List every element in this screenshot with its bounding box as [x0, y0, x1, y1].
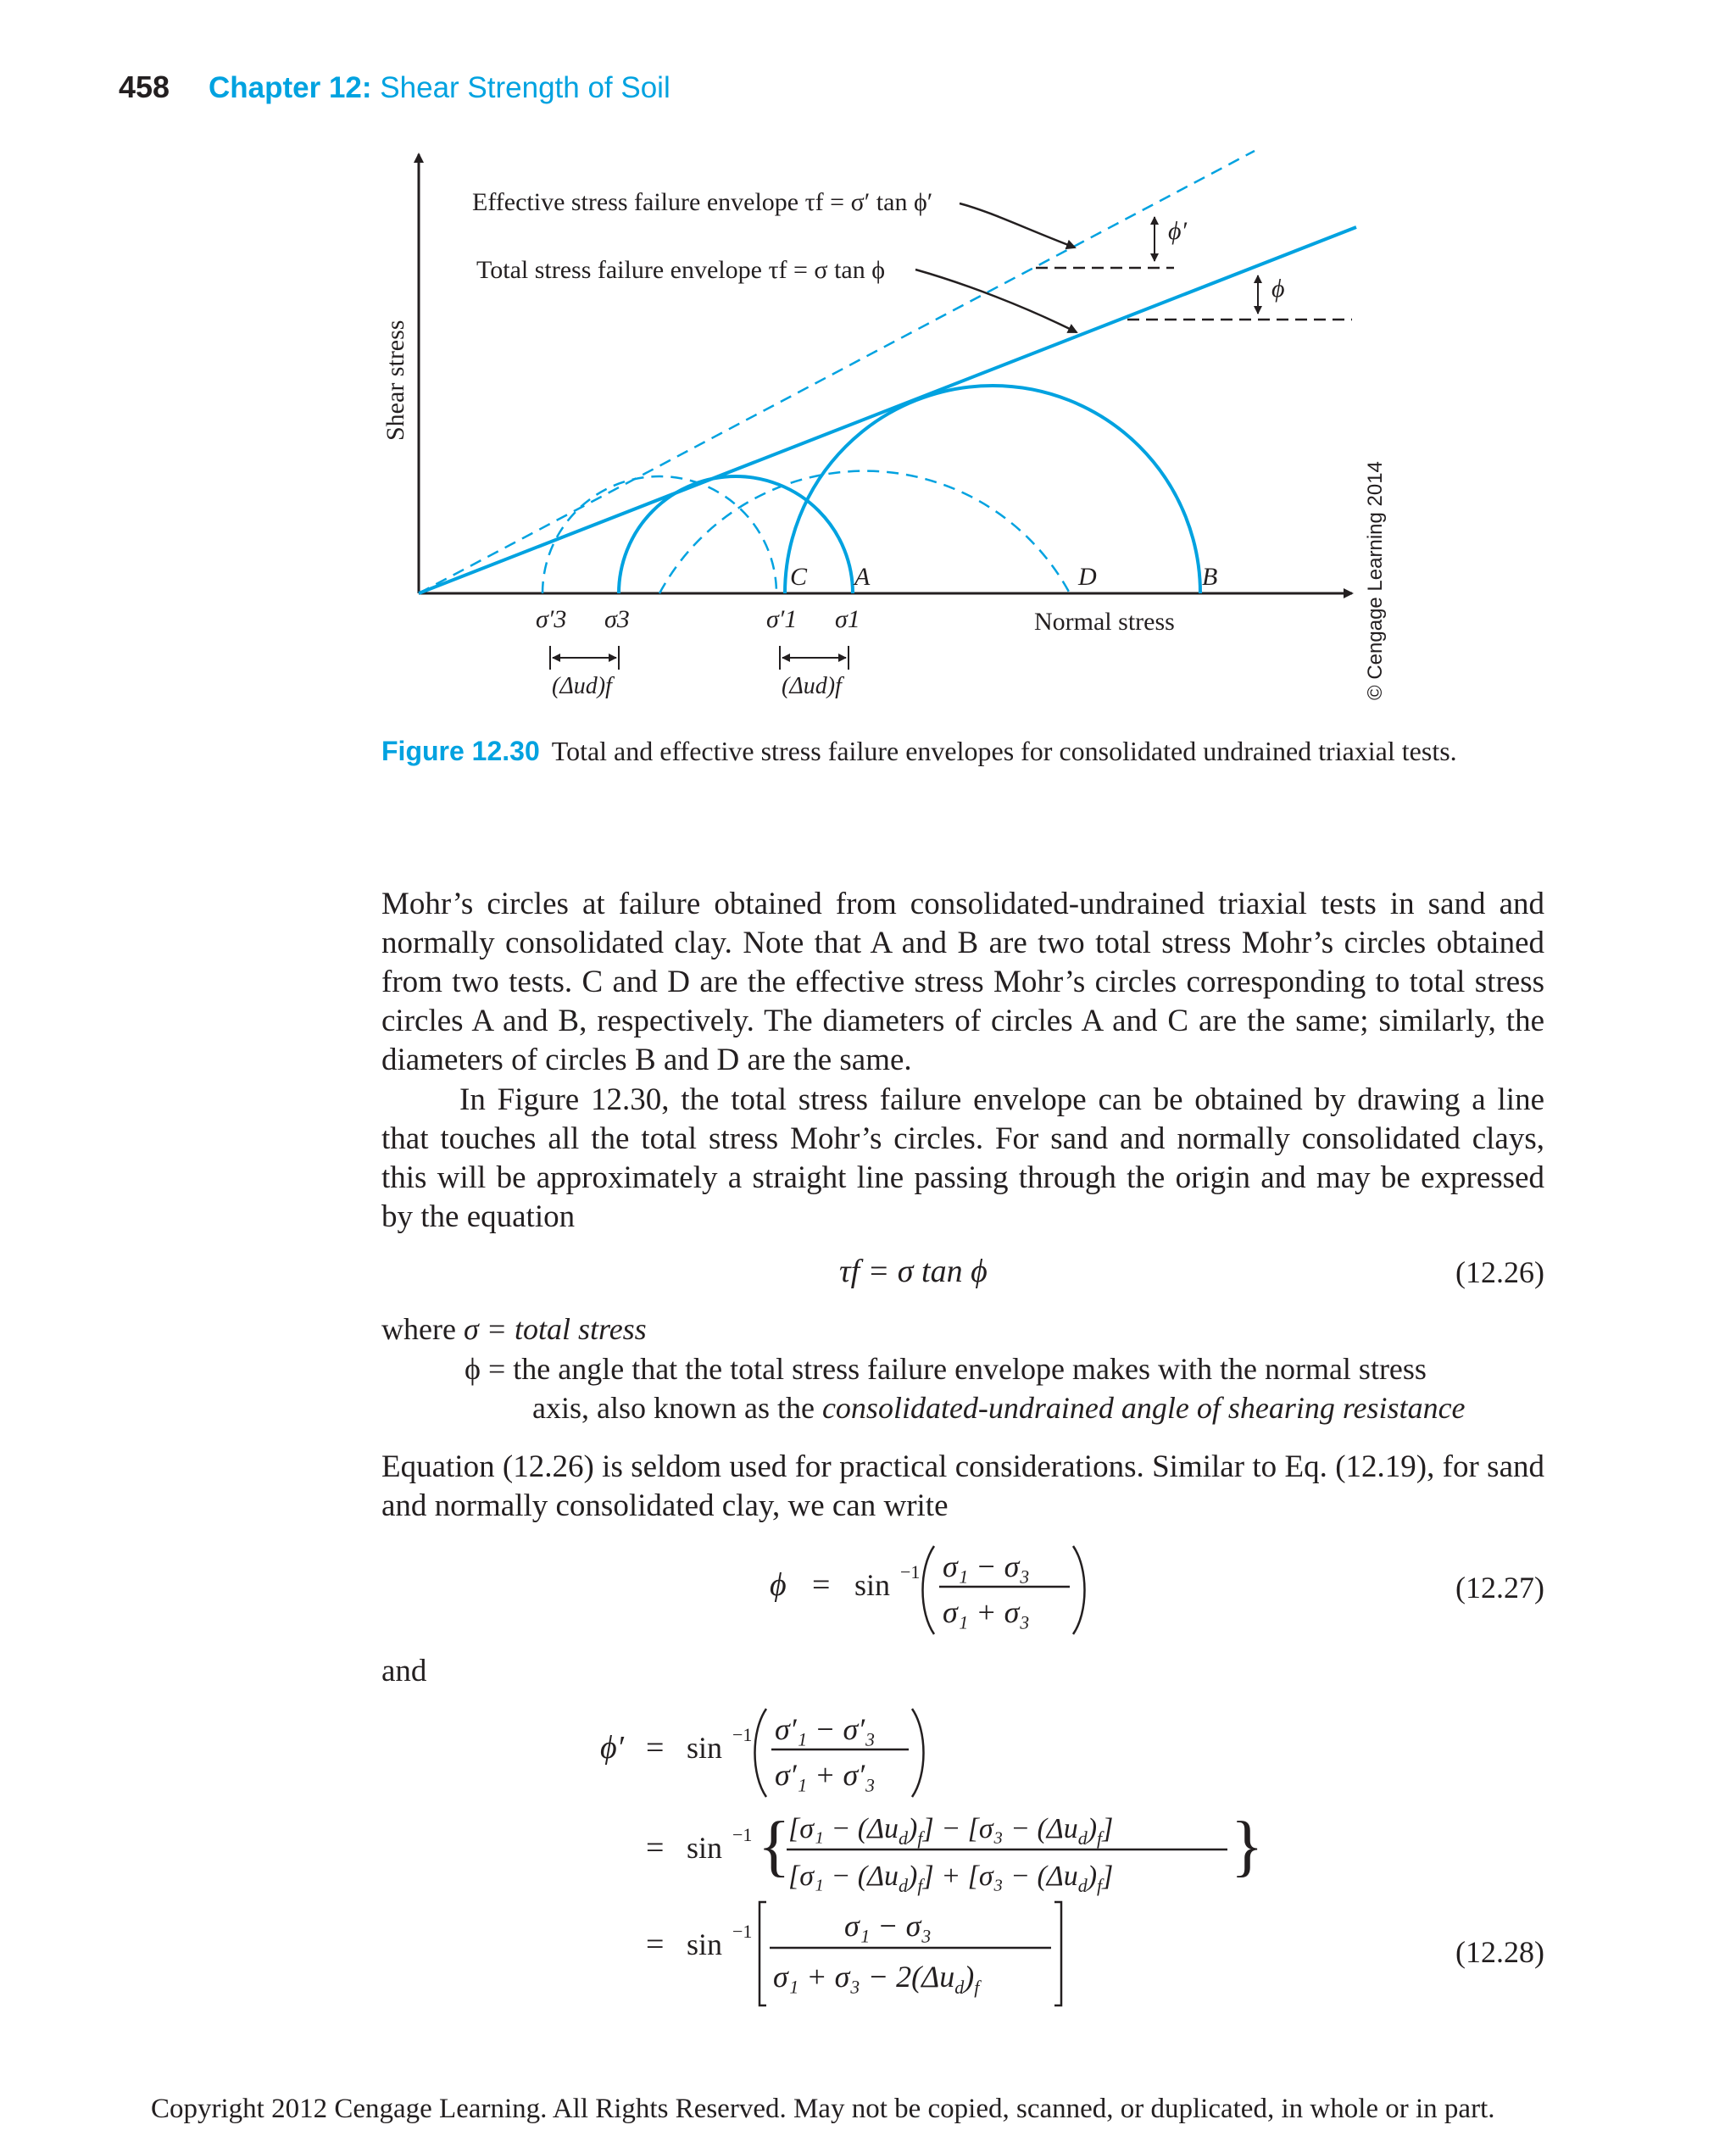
figure-label: Figure 12.30: [381, 736, 540, 766]
svg-text:=: =: [812, 1567, 831, 1603]
equation-number-12-28: (12.28): [1455, 1935, 1544, 1969]
where-label: where: [381, 1312, 456, 1346]
where-phi-term: consolidated-undrained angle of shearing resistance: [821, 1391, 1466, 1425]
page-number: 458: [119, 70, 170, 104]
y-axis-label: Shear stress: [381, 320, 409, 441]
delta-u-left: [550, 646, 619, 670]
svg-text:[σ₁ − (Δud)f] − [σ₃ − (Δud)f]: $[\sigma_1 - (\Delta u_d)_f] - [\sigma_3 - (\Delta u_d)_f]$: [788, 1813, 1114, 1849]
sigma1-prime-label: σ′1: [766, 605, 798, 633]
delta-u-right-label: (Δud)f: [782, 673, 842, 699]
equation-number-12-27: (12.27): [1455, 1571, 1544, 1605]
svg-text:σ′₁ + σ′₃: σ′₁ + σ′₃: [775, 1758, 876, 1792]
svg-text:−1: −1: [732, 1824, 753, 1845]
svg-text:=: =: [646, 1730, 665, 1766]
svg-text:ϕ: ϕ: [770, 1567, 787, 1603]
total-envelope-label: Total stress failure envelope τf = σ tan ϕ: [476, 256, 886, 284]
figure-caption: [381, 736, 1457, 767]
svg-text:sin: sin: [854, 1568, 891, 1602]
svg-text:{: {: [758, 1809, 791, 1883]
svg-text:[σ₁ − (Δud)f] + [σ₃ − (Δud)f]: $[\sigma_1 - (\Delta u_d)_f] + [\sigma_3 - (\Delta u_d)_f]$: [788, 1861, 1114, 1896]
svg-text:σ′₁ − σ′₃: σ′₁ − σ′₃: [775, 1712, 876, 1746]
svg-text:σ₁ − σ₃: σ₁ − σ₃: [943, 1549, 1030, 1583]
label-a: A: [854, 563, 871, 591]
figure-credit: © Cengage Learning 2014: [1364, 461, 1387, 700]
svg-text:}: }: [1231, 1809, 1264, 1883]
svg-text:σ₁ + σ₃ − 2(Δud)f: $\sigma_1 + \sigma_3 - 2(\Delta u_d)_f$: [773, 1960, 980, 1998]
effective-envelope: [419, 151, 1255, 593]
where-sigma-def: σ = total stress: [463, 1312, 647, 1346]
paragraph-2: In Figure 12.30, the total stress failure envelope can be obtained by drawing a line that touches all the total stress Mohr’s circles. For sand and normally consolidated clays, this will be approximately a straight line passing through the origin and may be expressed by the equation: [381, 1082, 1544, 1234]
total-leader: [915, 270, 1077, 332]
svg-text:sin: sin: [687, 1731, 723, 1765]
chapter-title: Shear Strength of Soil: [380, 71, 670, 104]
svg-text:−1: −1: [732, 1724, 753, 1745]
and-label: and: [381, 1654, 427, 1688]
sigma3-prime-label: σ′3: [536, 605, 567, 633]
chapter-label: Chapter 12:: [209, 71, 372, 104]
sigma1-label: σ1: [835, 605, 860, 633]
where-phi-prefix: axis, also known as the: [532, 1391, 822, 1425]
svg-text:=: =: [646, 1927, 665, 1962]
svg-text:−1: −1: [900, 1561, 921, 1582]
paragraph-1: Mohr’s circles at failure obtained from consolidated-undrained triaxial tests in sand and normally consolidated clay. Note that A and B are two total stress Mohr’s circles obtained from two tests. C and D are the effective stress Mohr’s circles corresponding to total stress circles A and B, respectively. The diameters of circles A and C are the same; similarly, the diameters of circles B and D are the same.: [381, 887, 1544, 1077]
copyright-footer: Copyright 2012 Cengage Learning. All Rights Reserved. May not be copied, scanned, or duplicated, in whole or in part.: [151, 2094, 1495, 2124]
paragraph-3: Equation (12.26) is seldom used for practical considerations. Similar to Eq. (12.19), for sand and normally consolidated clay, we can write: [381, 1449, 1544, 1523]
where-sigma: [381, 1311, 647, 1347]
sigma3-label: σ3: [604, 605, 630, 633]
equation-12-26: τf = σ tan ϕ: [839, 1254, 988, 1289]
equation-number-12-26: (12.26): [1455, 1255, 1544, 1289]
label-d: D: [1078, 563, 1097, 591]
delta-u-right: [780, 646, 849, 670]
svg-text:ϕ′: ϕ′: [600, 1730, 624, 1766]
svg-text:sin: sin: [687, 1927, 723, 1961]
phi-prime-label: ϕ′: [1168, 217, 1188, 245]
svg-text:−1: −1: [732, 1921, 753, 1942]
svg-text:σ₁ − σ₃: σ₁ − σ₃: [844, 1909, 932, 1943]
svg-text:=: =: [646, 1830, 665, 1866]
equation-12-28: [593, 1695, 1271, 2017]
svg-text:σ₁ + σ₃: σ₁ + σ₃: [943, 1595, 1030, 1629]
svg-text:sin: sin: [687, 1831, 723, 1865]
delta-u-left-label: (Δud)f: [552, 673, 612, 699]
mohr-circle-figure: [0, 0, 1736, 746]
phi-label: ϕ: [1271, 275, 1285, 303]
where-phi-line-1: ϕ = the angle that the total stress failure envelope makes with the normal stress: [465, 1352, 1427, 1386]
label-b: B: [1202, 563, 1218, 591]
label-c: C: [790, 563, 808, 591]
effective-leader: [960, 203, 1075, 248]
circle-c: [542, 476, 776, 593]
where-phi-line-2: [532, 1390, 1466, 1426]
circle-a: [619, 476, 853, 593]
equation-12-27: [763, 1534, 1102, 1636]
effective-envelope-label: Effective stress failure envelope τf = σ′ tan ϕ′: [472, 188, 933, 216]
x-axis-label: Normal stress: [1034, 608, 1175, 636]
caption-text: Total and effective stress failure envelopes for consolidated undrained triaxial tests.: [551, 736, 1457, 766]
